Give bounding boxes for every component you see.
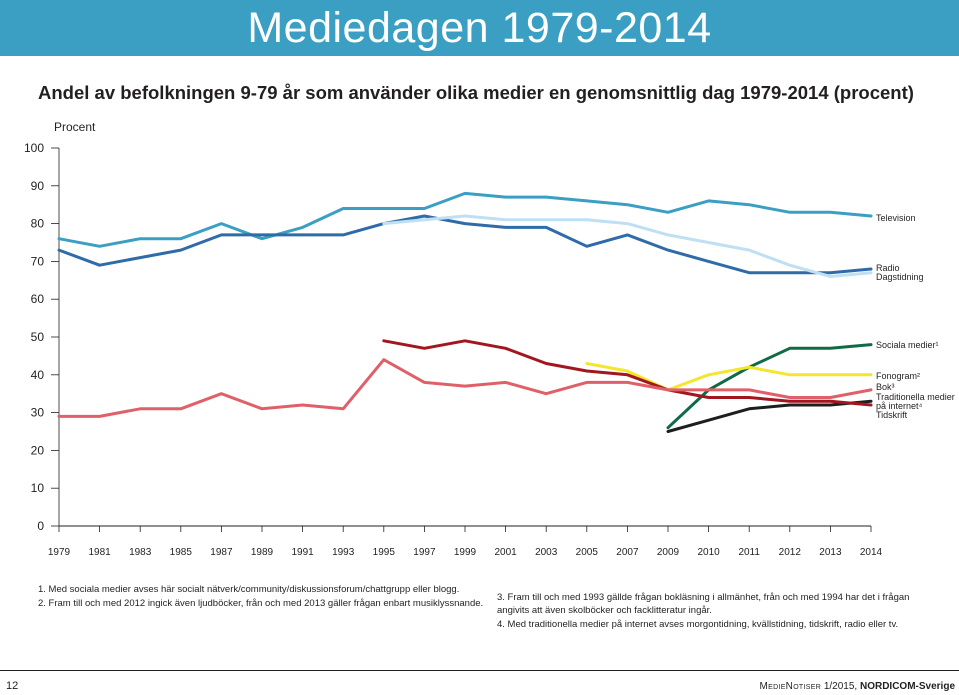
y-tick-label: 70	[30, 254, 44, 269]
chart-series	[59, 193, 871, 431]
series-line-radio	[59, 216, 871, 273]
y-tick-label: 80	[30, 216, 44, 231]
footer-credit	[760, 681, 956, 692]
footnotes-right	[497, 591, 927, 632]
y-tick-label: 60	[30, 292, 44, 307]
y-tick-label: 10	[30, 481, 44, 496]
x-tick-label: 1991	[291, 547, 314, 558]
x-tick-label: 1981	[88, 547, 111, 558]
legend-entry-traditionella-medier-pa-internet: Traditionella medier på internet⁴	[876, 392, 955, 411]
y-tick-label: 90	[30, 178, 44, 193]
x-tick-label: 1987	[210, 547, 233, 558]
series-line-traditionella-medier-pa-internet	[384, 341, 871, 405]
y-tick-label: 100	[23, 141, 44, 155]
series-line-sociala-medier	[668, 345, 871, 428]
x-tick-label: 2014	[859, 547, 883, 558]
issue-number: 1/2015,	[821, 681, 860, 692]
y-tick-label: 40	[30, 367, 44, 382]
y-tick-label: 30	[30, 405, 44, 420]
y-tick-label: 20	[30, 443, 44, 458]
chart-axes	[24, 120, 883, 558]
series-line-dagstidning	[384, 216, 871, 277]
footnote-1: 1. Med sociala medier avses här socialt nätverk/community/diskussionsforum/chattgrupp eller blogg.	[38, 584, 460, 595]
x-tick-label: 2003	[535, 547, 558, 558]
legend-entry-tidskrift: Tidskrift	[876, 410, 908, 420]
x-tick-label: 2012	[778, 547, 801, 558]
legend-entry-television: Television	[876, 213, 916, 223]
legend-entry-dagstidning: Dagstidning	[876, 272, 924, 282]
legend-entry-fonogram: Fonogram²	[876, 371, 921, 381]
series-line-bok	[668, 401, 871, 431]
x-tick-label: 1985	[169, 547, 192, 558]
x-tick-label: 2001	[494, 547, 517, 558]
footnotes-left	[38, 583, 488, 611]
x-tick-label: 2007	[616, 547, 639, 558]
footnote-3: 3. Fram till och med 1993 gällde frågan bokläsning i allmänhet, från och med 1994 har det i frågan angivits att även skolböcker och facklitteratur ingår.	[497, 592, 910, 616]
legend-entry-sociala-medier: Sociala medier¹	[876, 340, 939, 350]
chart-legend	[876, 213, 955, 420]
x-tick-label: 1995	[372, 547, 395, 558]
x-tick-label: 2005	[575, 547, 598, 558]
footnote-4: 4. Med traditionella medier på internet avses morgontidning, kvällstidning, tidskrift, radio eller tv.	[497, 619, 899, 630]
x-tick-label: 1989	[250, 547, 274, 558]
legend-entry-radio: Radio	[876, 263, 900, 273]
chart-title: Andel av befolkningen 9-79 år som använder olika medier en genomsnittlig dag 1979-2014 (procent)	[38, 82, 914, 103]
footnote-2: 2. Fram till och med 2012 ingick även ljudböcker, från och med 2013 gäller frågan enbart musiklyssnande.	[38, 598, 484, 609]
legend-entry-bok: Bok³	[876, 382, 895, 392]
y-axis-label: Procent	[54, 120, 96, 134]
y-tick-label: 0	[37, 519, 44, 533]
x-tick-label: 2009	[656, 547, 680, 558]
publication-name: MedieNotiser	[759, 681, 822, 692]
page-title: Mediedagen 1979-2014	[247, 4, 712, 52]
page-number: 12	[6, 680, 19, 692]
y-tick-label: 50	[30, 330, 44, 344]
organization-name: NORDICOM-Sverige	[859, 681, 955, 692]
x-tick-label: 1983	[129, 547, 152, 558]
x-tick-label: 1993	[332, 547, 355, 558]
x-tick-label: 1997	[413, 547, 436, 558]
x-tick-label: 2013	[819, 547, 842, 558]
x-tick-label: 2011	[738, 547, 760, 558]
x-tick-label: 1999	[453, 547, 477, 558]
x-tick-label: 2010	[697, 547, 720, 558]
series-line-television	[59, 193, 871, 246]
x-tick-label: 1979	[47, 547, 71, 558]
footer-divider	[0, 670, 959, 671]
